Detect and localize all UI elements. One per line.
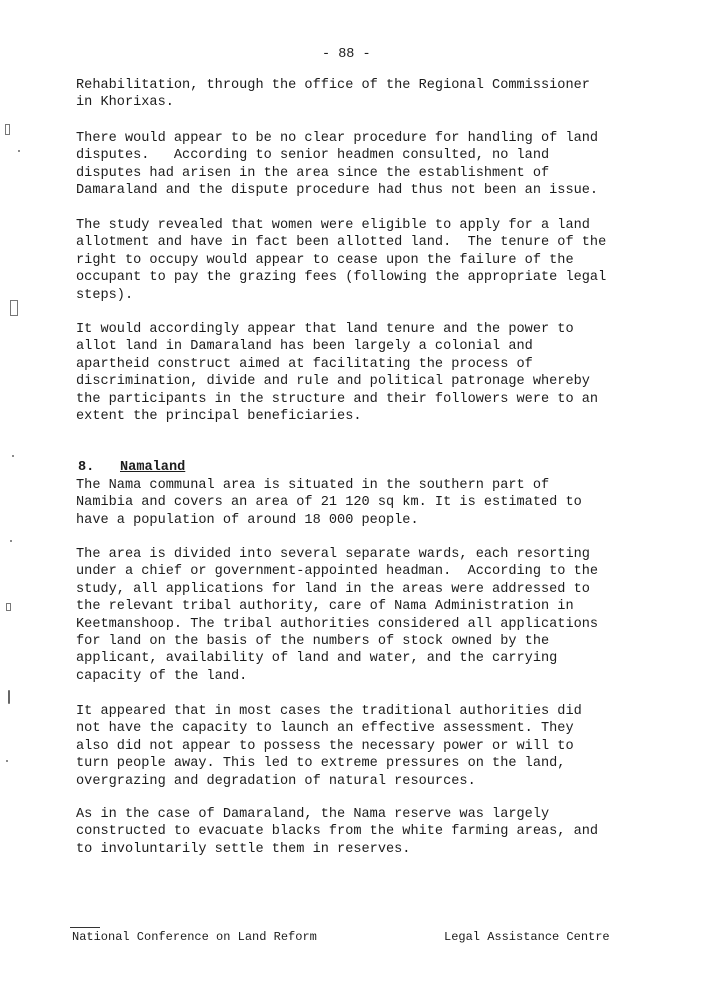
text-line: also did not appear to possess the necessary power or will to: [76, 738, 574, 754]
text-line: The study revealed that women were eligible to apply for a land: [76, 218, 590, 233]
text-line: for land on the basis of the numbers of stock owned by the: [76, 634, 550, 650]
text-line: the relevant tribal authority, care of Nama Administration in: [76, 599, 574, 615]
text-line: It would accordingly appear that land tenure and the power to: [76, 322, 574, 337]
footer-rule: [70, 927, 100, 928]
text-line: extent the principal beneficiaries.: [76, 409, 362, 425]
text-line: constructed to evacuate blacks from the white farming areas, and: [76, 824, 599, 840]
text-line: Rehabilitation, through the office of the Regional Commissioner: [76, 78, 590, 93]
text-line: apartheid construct aimed at facilitating the process of: [76, 356, 533, 372]
text-line: Namibia and covers an area of 21 120 sq km. It is estimated to: [76, 495, 582, 511]
text-line: turn people away. This led to extreme pressures on the land,: [76, 756, 566, 772]
scan-mark: [6, 603, 11, 611]
text-line: There would appear to be no clear procedure for handling of land: [76, 131, 599, 146]
scan-speck: [8, 690, 10, 704]
text-line: under a chief or government-appointed headman. According to the: [76, 564, 599, 580]
section-number: 8.: [78, 460, 95, 475]
text-line: have a population of around 18 000 people.: [76, 512, 419, 528]
scan-speck: [10, 540, 12, 542]
paragraph-3: [76, 217, 613, 304]
text-line: disputes. According to senior headmen consulted, no land: [76, 148, 550, 164]
text-line: to involuntarily settle them in reserves.: [76, 841, 411, 857]
paragraph-8: [76, 806, 613, 858]
section-title: Namaland: [120, 460, 186, 475]
text-line: discrimination, divide and rule and political patronage whereby: [76, 374, 590, 390]
paragraph-1: [76, 77, 613, 112]
scan-mark: [5, 124, 10, 135]
text-line: the participants in the structure and their followers were to an: [76, 391, 599, 407]
paragraph-7: [76, 703, 613, 790]
text-line: As in the case of Damaraland, the Nama reserve was largely: [76, 807, 550, 822]
text-line: applicant, availability of land and water, and the carrying: [76, 651, 558, 667]
text-line: The Nama communal area is situated in the southern part of: [76, 478, 550, 493]
text-line: allotment and have in fact been allotted land. The tenure of the: [76, 235, 607, 251]
section-heading: [78, 459, 615, 476]
text-line: occupant to pay the grazing fees (following the appropriate legal: [76, 270, 607, 286]
scan-speck: [12, 455, 14, 457]
text-line: overgrazing and degradation of natural resources.: [76, 773, 476, 789]
scan-mark: [10, 300, 18, 316]
text-line: allot land in Damaraland has been largely a colonial and: [76, 339, 533, 355]
text-line: steps).: [76, 287, 134, 303]
paragraph-5: [76, 477, 613, 529]
scan-speck: [18, 150, 20, 152]
text-line: right to occupy would appear to cease upon the failure of the: [76, 252, 574, 268]
text-line: not have the capacity to launch an effective assessment. They: [76, 721, 574, 737]
page-number: - 88 -: [322, 47, 371, 62]
text-line: The area is divided into several separate wards, each resorting: [76, 547, 590, 562]
text-line: It appeared that in most cases the traditional authorities did: [76, 704, 582, 719]
text-line: in Khorixas.: [76, 95, 174, 111]
footer-left: National Conference on Land Reform: [72, 930, 317, 944]
scan-speck: [6, 760, 8, 762]
text-line: Damaraland and the dispute procedure had thus not been an issue.: [76, 183, 599, 199]
text-line: study, all applications for land in the areas were addressed to: [76, 581, 590, 597]
paragraph-6: [76, 546, 613, 685]
text-line: disputes had arisen in the area since the establishment of: [76, 165, 550, 181]
text-line: capacity of the land.: [76, 668, 248, 684]
paragraph-4: [76, 321, 613, 425]
text-line: Keetmanshoop. The tribal authorities considered all applications: [76, 616, 599, 632]
paragraph-2: [76, 130, 613, 200]
footer-right: Legal Assistance Centre: [444, 930, 610, 944]
